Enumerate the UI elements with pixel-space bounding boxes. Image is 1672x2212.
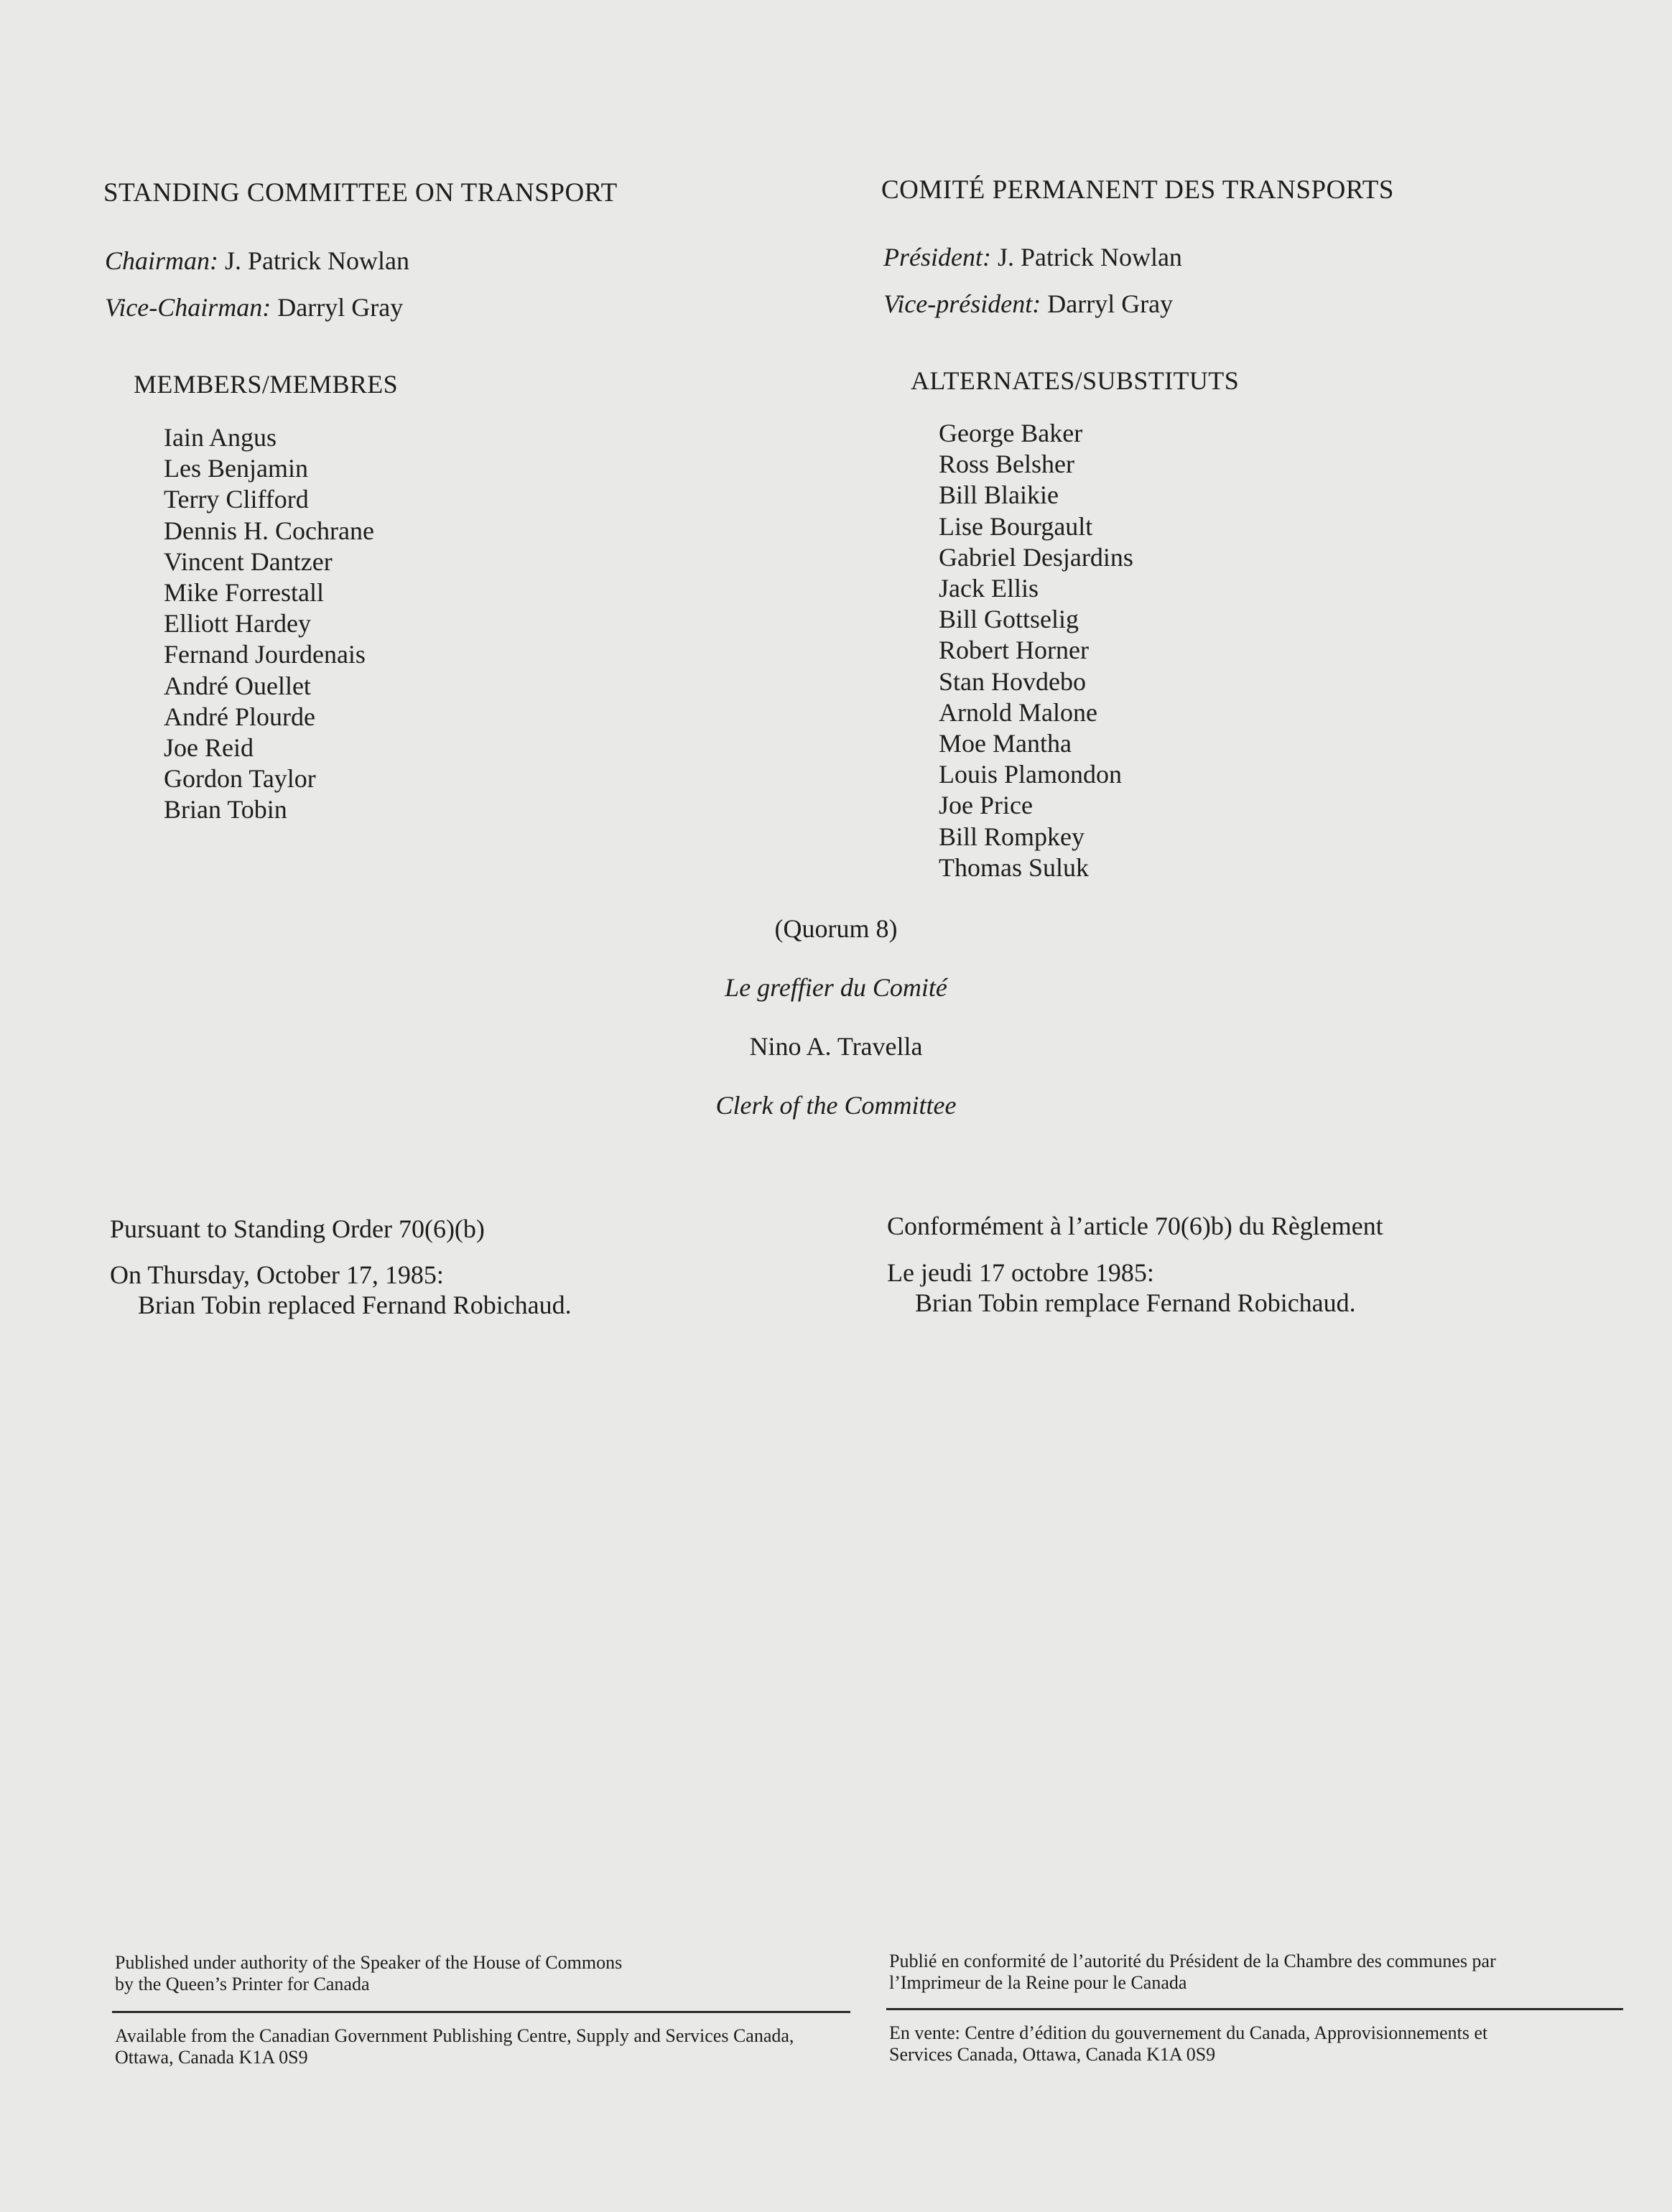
members-heading: MEMBERS/MEMBRES — [134, 370, 399, 399]
footer-available-en: Available from the Canadian Government Publishing Centre, Supply and Services Canada, Ottawa, Canada K1A 0S9 — [115, 2025, 794, 2068]
vice-president-name: Darryl Gray — [1047, 289, 1174, 318]
footer-published-fr: Publié en conformité de l’autorité du Président de la Chambre des communes par l’Imprimeur de la Reine pour le Canada — [889, 1951, 1496, 1993]
list-item: Joe Price — [939, 791, 1033, 820]
list-item: Gordon Taylor — [164, 764, 316, 794]
chairman-line — [105, 246, 409, 276]
list-item: Robert Horner — [939, 636, 1089, 665]
vice-president-line — [883, 289, 1173, 319]
vice-president-label: Vice-président: — [883, 289, 1041, 318]
list-item: Jack Ellis — [939, 574, 1039, 603]
list-item: Bill Rompkey — [939, 822, 1085, 851]
list-item: Terry Clifford — [164, 485, 309, 514]
list-item: Bill Gottselig — [939, 605, 1079, 634]
committee-title-en: STANDING COMMITTEE ON TRANSPORT — [103, 178, 618, 208]
list-item: Thomas Suluk — [939, 852, 1090, 882]
list-item: Fernand Jourdenais — [164, 640, 366, 669]
list-item: Dennis H. Cochrane — [164, 516, 374, 545]
members-list — [164, 422, 374, 826]
replacement-fr: Brian Tobin remplace Fernand Robichaud. — [915, 1288, 1356, 1317]
replacement-en: Brian Tobin replaced Fernand Robichaud. — [138, 1291, 572, 1319]
list-item: André Plourde — [164, 702, 315, 731]
standing-order-en: Pursuant to Standing Order 70(6)(b) — [110, 1214, 485, 1243]
clerk-name: Nino A. Travella — [749, 1032, 923, 1061]
date-line-fr: Le jeudi 17 octobre 1985: — [887, 1258, 1154, 1287]
standing-order-fr: Conformément à l’article 70(6)b) du Règlement — [887, 1212, 1383, 1240]
date-line-en: On Thursday, October 17, 1985: — [110, 1260, 444, 1289]
list-item: Louis Plamondon — [939, 760, 1123, 789]
committee-title-fr: COMITÉ PERMANENT DES TRANSPORTS — [881, 175, 1394, 205]
list-item: Les Benjamin — [164, 454, 308, 483]
alternates-heading: ALTERNATES/SUBSTITUTS — [911, 366, 1240, 395]
quorum: (Quorum 8) — [774, 914, 898, 943]
clerk-title-en: Clerk of the Committee — [715, 1091, 957, 1120]
footer-divider-right — [886, 2008, 1623, 2010]
list-item: Gabriel Desjardins — [939, 542, 1133, 572]
list-item: Moe Mantha — [939, 729, 1072, 758]
list-item: Arnold Malone — [939, 697, 1097, 727]
list-item: Joe Reid — [164, 733, 254, 763]
footer-divider-left — [112, 2011, 850, 2013]
list-item: Vincent Dantzer — [164, 547, 333, 576]
president-label: Président: — [883, 243, 991, 271]
footer-available-fr: En vente: Centre d’édition du gouvernement du Canada, Approvisionnements et Services Canada, Ottawa, Canada K1A 0S9 — [889, 2022, 1488, 2065]
list-item: Lise Bourgault — [939, 511, 1093, 541]
alternates-list — [939, 418, 1133, 883]
vice-chairman-name: Darryl Gray — [277, 293, 404, 322]
list-item: Iain Angus — [164, 423, 277, 452]
president-name: J. Patrick Nowlan — [997, 243, 1182, 271]
president-line — [883, 242, 1182, 272]
list-item: Bill Blaikie — [939, 480, 1059, 510]
vice-chairman-label: Vice-Chairman: — [105, 293, 271, 322]
list-item: André Ouellet — [164, 671, 311, 700]
vice-chairman-line — [105, 292, 403, 322]
chairman-label: Chairman: — [105, 246, 219, 275]
list-item: Elliott Hardey — [164, 609, 311, 638]
list-item: George Baker — [939, 419, 1083, 447]
clerk-title-fr: Le greffier du Comité — [725, 973, 947, 1002]
list-item: Ross Belsher — [939, 450, 1074, 479]
footer-published-en: Published under authority of the Speaker of the House of Commons by the Queen’s Printer for Canada — [115, 1952, 623, 1994]
list-item: Stan Hovdebo — [939, 666, 1086, 696]
list-item: Mike Forrestall — [164, 578, 324, 608]
chairman-name: J. Patrick Nowlan — [225, 246, 409, 275]
list-item: Brian Tobin — [164, 795, 287, 824]
